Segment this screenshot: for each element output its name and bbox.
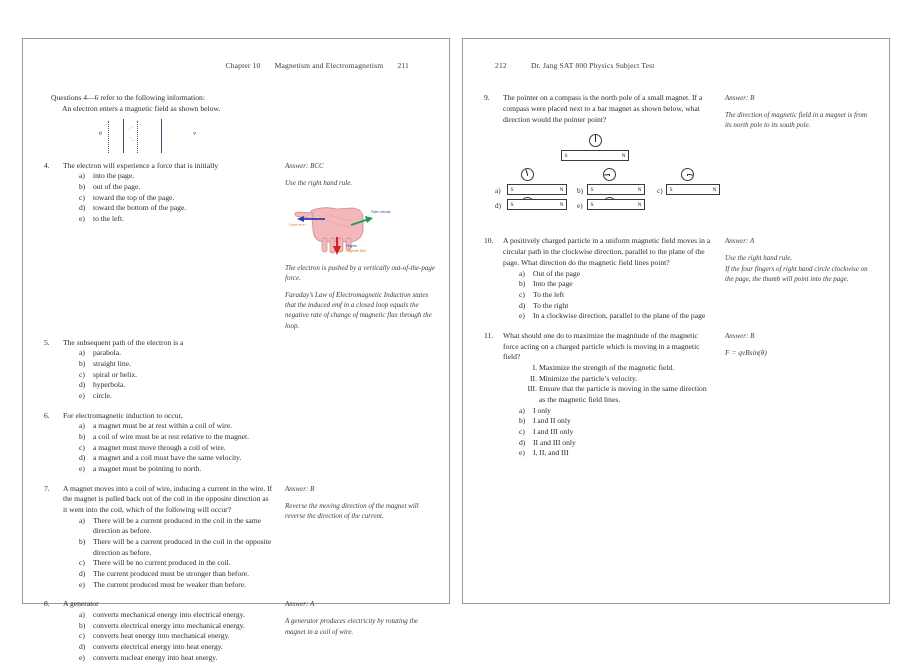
question-7-choices	[63, 516, 273, 590]
question-11-stem: What should one do to maximize the magnitude of the magnetic force acting on a charged particle which is moving in a magnetic field?	[503, 330, 700, 362]
question-5-number: 5.	[44, 337, 50, 347]
choice-e[interactable]	[519, 311, 713, 322]
choice-text: straight line.	[93, 359, 131, 369]
choice-a[interactable]	[79, 516, 273, 537]
option-b-bar-magnet	[587, 184, 645, 195]
question-5-stem: The subsequent path of the electron is a	[63, 337, 184, 347]
question-9-number: 9.	[484, 93, 490, 102]
choice-text: Out of the page	[533, 268, 581, 278]
right-hand-rule-figure	[289, 195, 401, 257]
question-6-number: 6.	[44, 410, 50, 420]
choice-text: There will be no current produced in the coil.	[93, 558, 231, 568]
question-row-5	[41, 338, 435, 411]
choice-label: d)	[79, 641, 86, 651]
question-6-stem: For electromagnetic induction to occur,	[63, 410, 183, 420]
roman-choice-ii[interactable]	[519, 374, 713, 385]
choice-d[interactable]	[79, 380, 273, 391]
choice-b[interactable]	[519, 279, 713, 290]
choice-e[interactable]	[79, 580, 273, 591]
choice-c[interactable]	[79, 193, 273, 204]
choice-label: e)	[519, 448, 525, 458]
choice-label: b)	[519, 279, 526, 289]
choice-text: out of the page.	[93, 181, 141, 191]
choice-e[interactable]	[79, 214, 273, 225]
choice-label: a)	[79, 348, 85, 358]
choice-label: e)	[79, 579, 85, 589]
choice-e[interactable]	[79, 391, 273, 402]
option-e-bar-magnet	[587, 199, 645, 210]
choice-text: toward the bottom of the page.	[93, 203, 187, 213]
choice-text: converts heat energy into mechanical energy.	[93, 631, 230, 641]
question-row-6	[41, 411, 435, 484]
left-page-number: 211	[397, 61, 409, 70]
choice-label: b)	[79, 432, 86, 441]
question-10-note-1: Use the right hand rule.	[725, 254, 793, 263]
question-4-choices	[63, 171, 273, 224]
question-4-annotation	[277, 161, 435, 338]
choice-text: Into the page	[533, 279, 573, 289]
hand-label-down-2: magnetic field	[346, 248, 366, 253]
choice-d[interactable]	[79, 453, 273, 464]
question-7-answer: Answer: B	[285, 484, 315, 493]
choice-label: e)	[79, 652, 85, 662]
choice-label: d)	[79, 380, 86, 390]
question-11-formula: F = qvBsin(θ)	[725, 347, 767, 357]
option-a-compass-top	[521, 168, 534, 181]
choice-e[interactable]	[79, 653, 273, 664]
choice-text: a magnet must be at rest within a coil of wire.	[93, 421, 232, 431]
question-11-roman-choices	[503, 363, 713, 406]
choice-label: b)	[79, 359, 86, 369]
pole-right: N	[559, 201, 564, 208]
choice-text: hyperbola.	[93, 380, 126, 390]
running-head-chapter: Chapter 10	[225, 61, 261, 70]
roman-text: Minimize the particle’s velocity.	[539, 373, 638, 383]
choice-label: e)	[519, 311, 525, 321]
hand-figure-caption: The electron is pushed by a vertically out-of-the-page force.	[285, 263, 436, 282]
question-row-10	[481, 236, 875, 330]
roman-choice-i[interactable]	[519, 363, 713, 374]
choice-label: a)	[79, 421, 85, 431]
choice-c[interactable]	[79, 558, 273, 569]
question-11-annotation	[717, 331, 875, 366]
compass-magnet-figure	[481, 134, 717, 232]
intro-line-2: An electron enters a magnetic field as shown below.	[62, 103, 221, 113]
question-10	[481, 236, 713, 321]
choice-label: d)	[519, 300, 526, 310]
right-page-running-head	[481, 61, 875, 71]
choice-label: c)	[519, 289, 525, 299]
question-row-9	[481, 93, 875, 236]
roman-choice-iii[interactable]	[519, 384, 713, 405]
choice-label: a)	[79, 515, 85, 525]
choice-d[interactable]	[79, 203, 273, 214]
choice-label: a)	[519, 405, 525, 415]
choice-label: b)	[519, 416, 526, 426]
choice-b[interactable]	[79, 359, 273, 370]
question-8-choices	[63, 610, 273, 663]
choice-text: To the left	[533, 289, 565, 299]
choice-b[interactable]	[79, 621, 273, 632]
question-5-choices	[63, 348, 273, 401]
running-head-title: Magnetism and Electromagnetism	[274, 61, 384, 70]
electron-field-diagram: e ⋰ ⋱ v	[99, 119, 195, 153]
question-11	[481, 331, 713, 459]
question-row-8	[41, 599, 435, 672]
question-11-choices	[503, 406, 713, 459]
choice-label: c)	[79, 631, 85, 641]
choice-text: To the right	[533, 300, 569, 310]
choice-label: a)	[79, 610, 85, 619]
option-c-label[interactable]: c)	[657, 187, 663, 196]
choice-text: a magnet must move through a coil of wire.	[93, 442, 226, 452]
choice-text: I only	[533, 405, 551, 415]
choice-label: c)	[79, 442, 85, 452]
pole-left: S	[564, 152, 568, 159]
choice-text: There will be a current produced in the coil in the same direction as before.	[93, 515, 262, 536]
question-8-answer: Answer: A	[285, 600, 315, 609]
choice-label: c)	[79, 192, 85, 202]
question-8-annotation	[277, 599, 435, 643]
choice-b[interactable]	[79, 182, 273, 193]
faraday-note: Faraday’s Law of Electromagnetic Induction states that the induced emf in a closed loop equals the negative rate of change of magnetic flux through the loop.	[285, 291, 432, 330]
choice-text: converts mechanical energy into electrical energy.	[93, 610, 245, 619]
question-row-11	[481, 331, 875, 468]
question-4	[41, 161, 273, 225]
choice-text: a magnet and a coil must have the same velocity.	[93, 453, 242, 463]
pole-left: S	[590, 186, 594, 193]
option-c-compass-top	[681, 168, 694, 181]
pole-right: N	[637, 201, 642, 208]
right-page-number: 212	[495, 61, 507, 70]
choice-text: converts nuclear energy into heat energy.	[93, 652, 218, 662]
question-10-choices	[503, 269, 713, 322]
option-d-bar-magnet	[507, 199, 567, 210]
choice-c[interactable]	[519, 290, 713, 301]
right-page-body	[481, 93, 875, 468]
choice-label: b)	[79, 620, 86, 630]
choice-text: a magnet must be pointing to north.	[93, 463, 202, 473]
choice-text: I and II only	[533, 416, 571, 426]
choice-text: spiral or helix.	[93, 369, 138, 379]
choice-label: a)	[79, 171, 85, 181]
choice-text: toward the top of the page.	[93, 192, 175, 202]
choice-text: II and III only	[533, 437, 576, 447]
question-8	[41, 599, 273, 663]
question-8-note: A generator produces electricity by rotating the magnet in a coil of wire.	[285, 617, 419, 636]
question-4-number: 4.	[44, 160, 50, 170]
pole-left: S	[669, 186, 673, 193]
choice-label: d)	[79, 203, 86, 213]
question-10-stem: A positively charged particle in a uniform magnetic field moves in a circular path in the clockwise direction, parallel to the plane of the page. What direction do the magnetic field lines point?	[503, 236, 711, 267]
choice-d[interactable]	[519, 301, 713, 312]
option-a-label[interactable]: a)	[495, 187, 501, 196]
hand-label-down: Fingers:	[346, 243, 358, 248]
option-b-label[interactable]: b)	[577, 187, 583, 196]
choice-text: The current produced must be stronger than before.	[93, 568, 250, 578]
choice-a[interactable]	[79, 610, 273, 621]
question-10-answer: Answer: A	[725, 237, 755, 246]
question-9-note: The direction of magnetic field in a magnet is from its north pole to its south pole.	[725, 111, 867, 130]
choice-e[interactable]	[519, 448, 713, 459]
choice-a[interactable]	[519, 269, 713, 280]
choice-label: b)	[79, 537, 86, 547]
choice-text: circle.	[93, 390, 112, 400]
choice-text: a coil of wire must be at rest relative to the magnet.	[93, 432, 250, 441]
pole-right: N	[637, 186, 642, 193]
left-page-body	[41, 93, 435, 672]
roman-text: Maximize the strength of the magnetic field.	[539, 363, 675, 373]
left-page-running-head	[41, 61, 435, 71]
choice-label: a)	[519, 268, 525, 278]
choice-c[interactable]	[519, 427, 713, 438]
question-8-number: 8.	[44, 599, 50, 609]
hand-label-right: Palm: velocity	[371, 209, 391, 214]
choice-text: converts electrical energy into mechanical energy.	[93, 620, 245, 630]
choice-b[interactable]	[79, 432, 273, 443]
pole-left: S	[510, 201, 514, 208]
choice-label: c)	[519, 426, 525, 436]
choice-label: e)	[79, 390, 85, 400]
velocity-label: v	[193, 129, 196, 137]
pole-right: N	[712, 186, 717, 193]
choice-a[interactable]	[79, 348, 273, 359]
choice-e[interactable]	[79, 464, 273, 475]
choice-d[interactable]	[79, 569, 273, 580]
choice-c[interactable]	[79, 443, 273, 454]
choice-d[interactable]	[79, 642, 273, 653]
right-hand-svg	[289, 195, 401, 257]
question-7-stem: A magnet moves into a coil of wire, inducing a current in the wire. If the magnet is pulled back out of the coil in the opposite direction as it went into the coil, which of the following will occur?	[63, 483, 273, 515]
choice-label: c)	[79, 558, 85, 568]
question-7-number: 7.	[44, 483, 50, 493]
question-10-number: 10.	[484, 236, 494, 246]
pole-right: N	[559, 186, 564, 193]
option-a-bar-magnet	[507, 184, 567, 195]
question-6-choices	[63, 421, 273, 474]
option-d-label[interactable]: d)	[495, 202, 501, 211]
choice-label: d)	[519, 437, 526, 447]
questions-intro	[51, 93, 435, 115]
right-page	[462, 38, 890, 604]
pole-left: S	[510, 186, 514, 193]
question-10-annotation	[717, 236, 875, 291]
question-11-answer: Answer: B	[725, 331, 755, 340]
question-10-note-2: If the four fingers of right hand circle clockwise on the page, the thumb will point into the page.	[725, 264, 868, 283]
question-9-stem: The pointer on a compass is the north pole of a small magnet. If a compass were placed next to a bar magnet as shown below, what direction would the pointer point?	[503, 93, 703, 124]
question-4-stem: The electron will experience a force that is initially	[63, 160, 219, 170]
choice-label: b)	[79, 181, 86, 191]
question-7	[41, 484, 273, 591]
question-4-answer: Answer: BCC	[285, 161, 324, 170]
choice-text: I, II, and III	[533, 448, 569, 458]
roman-label: III.	[527, 384, 537, 394]
choice-d[interactable]	[519, 438, 713, 449]
question-row-4	[41, 161, 435, 338]
choice-a[interactable]	[519, 406, 713, 417]
roman-label: II.	[530, 373, 537, 383]
roman-label: I.	[532, 363, 537, 373]
choice-text: The current produced must be weaker than before.	[93, 579, 247, 589]
compass-needle	[687, 174, 693, 176]
option-c-bar-magnet	[666, 184, 720, 195]
question-8-stem: A generator	[63, 599, 99, 609]
question-11-number: 11.	[484, 330, 494, 340]
choice-text: In a clockwise direction, parallel to the plane of the page	[533, 311, 706, 321]
pole-left: S	[590, 201, 594, 208]
choice-text: parabola.	[93, 348, 122, 358]
choice-b[interactable]	[79, 537, 273, 558]
option-b-compass-top	[603, 168, 616, 181]
choice-b[interactable]	[519, 416, 713, 427]
running-head-book-title: Dr. Jang SAT 800 Physics Subject Test	[530, 61, 655, 70]
left-page	[22, 38, 450, 662]
choice-label: c)	[79, 369, 85, 379]
reference-compass	[589, 134, 602, 147]
choice-label: d)	[79, 568, 86, 578]
pole-right: N	[621, 152, 626, 159]
question-9-answer: Answer: B	[725, 94, 755, 102]
question-row-7	[41, 484, 435, 600]
question-4-note: Use the right hand rule.	[285, 178, 353, 187]
choice-text: I and III only	[533, 426, 574, 436]
choice-label: d)	[79, 453, 86, 463]
hand-label-left: Force on e−	[289, 222, 307, 227]
option-e-label[interactable]: e)	[577, 202, 583, 211]
choice-label: e)	[79, 213, 85, 223]
electron-label: e	[99, 128, 103, 137]
choice-c[interactable]	[79, 631, 273, 642]
choice-a[interactable]	[79, 421, 273, 432]
choice-text: to the left.	[93, 213, 124, 223]
choice-text: into the page.	[93, 171, 135, 181]
question-7-note: Reverse the moving direction of the magnet will reverse the direction of the current.	[285, 501, 419, 520]
choice-label: e)	[79, 463, 85, 473]
question-6	[41, 411, 273, 475]
choice-a[interactable]	[79, 171, 273, 182]
choice-text: converts electrical energy into heat energy.	[93, 641, 223, 651]
choice-text: There will be a current produced in the coil in the opposite direction as before.	[93, 537, 272, 557]
question-9	[481, 93, 713, 125]
reference-bar-magnet	[561, 150, 629, 161]
question-5	[41, 338, 273, 402]
question-7-annotation	[277, 484, 435, 528]
choice-c[interactable]	[79, 370, 273, 381]
intro-line-1: Questions 4—6 refer to the following information:	[51, 93, 205, 102]
roman-text: Ensure that the particle is moving in the same direction as the magnetic field lines.	[539, 384, 707, 405]
question-9-annotation	[717, 93, 875, 137]
